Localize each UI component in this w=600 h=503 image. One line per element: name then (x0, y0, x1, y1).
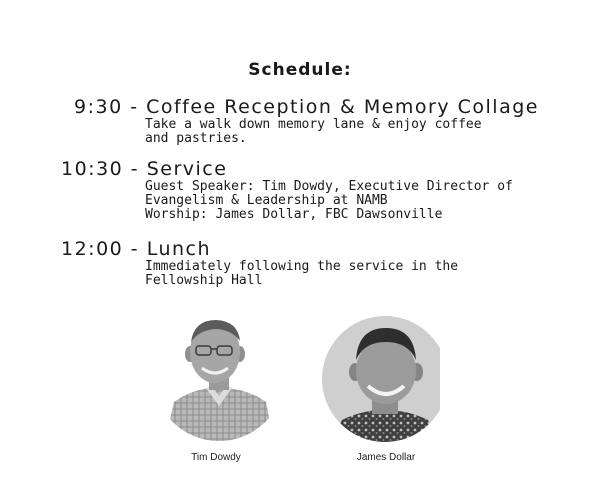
event-description-line: and pastries. (145, 131, 247, 146)
event-heading: 10:30 - Service (61, 158, 228, 180)
speaker-caption: Tim Dowdy (191, 452, 241, 463)
schedule-title: Schedule: (248, 60, 352, 80)
speaker-photo-james-dollar (322, 316, 440, 442)
event-description-line: Worship: James Dollar, FBC Dawsonville (145, 207, 443, 222)
event-description-line: Immediately following the service in the (145, 259, 459, 274)
speaker-caption: James Dollar (356, 452, 416, 463)
event-description (145, 118, 539, 146)
event-description (145, 260, 458, 288)
event-description-line: Evangelism & Leadership at NAMB (145, 193, 388, 208)
event-service (61, 158, 513, 222)
speaker-photo-tim-dowdy (160, 316, 278, 442)
event-description-line: Guest Speaker: Tim Dowdy, Executive Director of (145, 179, 513, 194)
event-description (145, 180, 513, 222)
event-heading: 12:00 - Lunch (61, 238, 212, 260)
event-description-line: Fellowship Hall (145, 273, 263, 288)
event-coffee-reception (74, 96, 539, 146)
event-description-line: Take a walk down memory lane & enjoy coffee (145, 117, 482, 132)
event-lunch (61, 238, 458, 288)
event-heading: 9:30 - Coffee Reception & Memory Collage (74, 96, 539, 118)
